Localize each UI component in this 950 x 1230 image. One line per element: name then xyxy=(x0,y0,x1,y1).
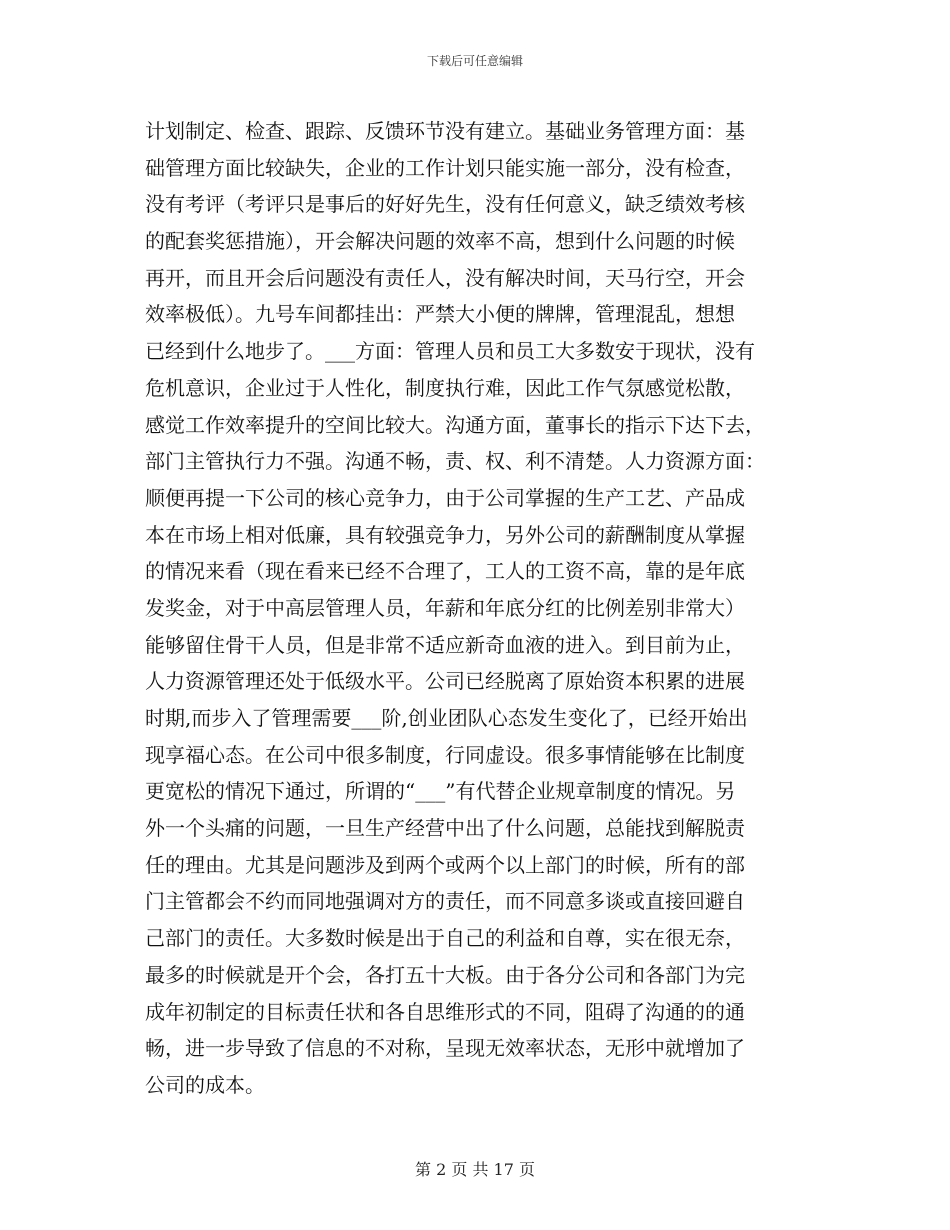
header-note: 下载后可任意编辑 xyxy=(426,54,523,68)
page-header xyxy=(0,52,950,69)
body-line: 的情况来看（现在看来已经不合理了，工人的工资不高，靠的是年底 xyxy=(145,559,745,584)
body-line: 没有考评（考评只是事后的好好先生，没有任何意义，缺乏绩效考核 xyxy=(145,192,745,217)
body-line: 外一个头痛的问题，一旦生产经营中出了什么问题，总能找到解脱责 xyxy=(145,816,745,841)
body-line: 效率极低）。九号车间都挂出：严禁大小便的牌牌，管理混乱，想想 xyxy=(145,302,735,327)
body-line: 危机意识，企业过于人性化，制度执行难，因此工作气氛感觉松散， xyxy=(145,375,745,400)
body-line: 人力资源管理还处于低级水平。公司已经脱离了原始资本积累的进展 xyxy=(145,669,745,694)
body-line: 时期,而步入了管理需要___阶,创业团队心态发生变化了，已经开始出 xyxy=(145,706,748,730)
body-line: 成年初制定的目标责任状和各自思维形式的不同，阻碍了沟通的的通 xyxy=(145,999,745,1024)
body-line: 已经到什么地步了。___方面：管理人员和员工大多数安于现状，没有 xyxy=(145,339,755,364)
body-line: 计划制定、检查、跟踪、反馈环节没有建立。基础业务管理方面：基 xyxy=(145,119,745,143)
body-line: 公司的成本。 xyxy=(145,1072,265,1097)
body-line: 更宽松的情况下通过，所谓的“___”有代替企业规章制度的情况。另 xyxy=(145,779,736,804)
page-footer xyxy=(0,1157,950,1180)
body-line: 己部门的责任。大多数时候是出于自己的利益和自尊，实在很无奈， xyxy=(145,926,745,951)
body-line: 发奖金，对于中高层管理人员，年薪和年底分红的比例差别非常大） xyxy=(145,595,745,620)
body-line: 现享福心态。在公司中很多制度，行同虚设。很多事情能够在比制度 xyxy=(145,742,745,767)
body-line: 最多的时候就是开个会，各打五十大板。由于各分公司和各部门为完 xyxy=(145,962,745,987)
body-line: 本在市场上相对低廉，具有较强竞争力，另外公司的薪酬制度从掌握 xyxy=(145,522,745,547)
body-line: 感觉工作效率提升的空间比较大。沟通方面，董事长的指示下达下去， xyxy=(145,412,765,437)
body-line: 顺便再提一下公司的核心竞争力，由于公司掌握的生产工艺、产品成 xyxy=(145,485,745,510)
body-line: 部门主管执行力不强。沟通不畅，责、权、利不清楚。人力资源方面： xyxy=(145,449,765,474)
body-line: 再开，而且开会后问题没有责任人，没有解决时间，天马行空，开会 xyxy=(145,265,745,290)
body-line: 能够留住骨干人员，但是非常不适应新奇血液的进入。到目前为止， xyxy=(145,632,745,657)
page-number: 第 2 页 共 17 页 xyxy=(415,1160,535,1179)
body-line: 础管理方面比较缺失，企业的工作计划只能实施一部分，没有检查， xyxy=(145,155,745,180)
body-line: 的配套奖惩措施），开会解决问题的效率不高，想到什么问题的时候 xyxy=(145,229,735,254)
body-line: 畅，进一步导致了信息的不对称，呈现无效率状态，无形中就增加了 xyxy=(145,1036,745,1061)
body-line: 门主管都会不约而同地强调对方的责任，而不同意多谈或直接回避自 xyxy=(145,889,745,914)
body-line: 任的理由。尤其是问题涉及到两个或两个以上部门的时候，所有的部 xyxy=(145,852,745,877)
document-body xyxy=(145,113,813,1104)
